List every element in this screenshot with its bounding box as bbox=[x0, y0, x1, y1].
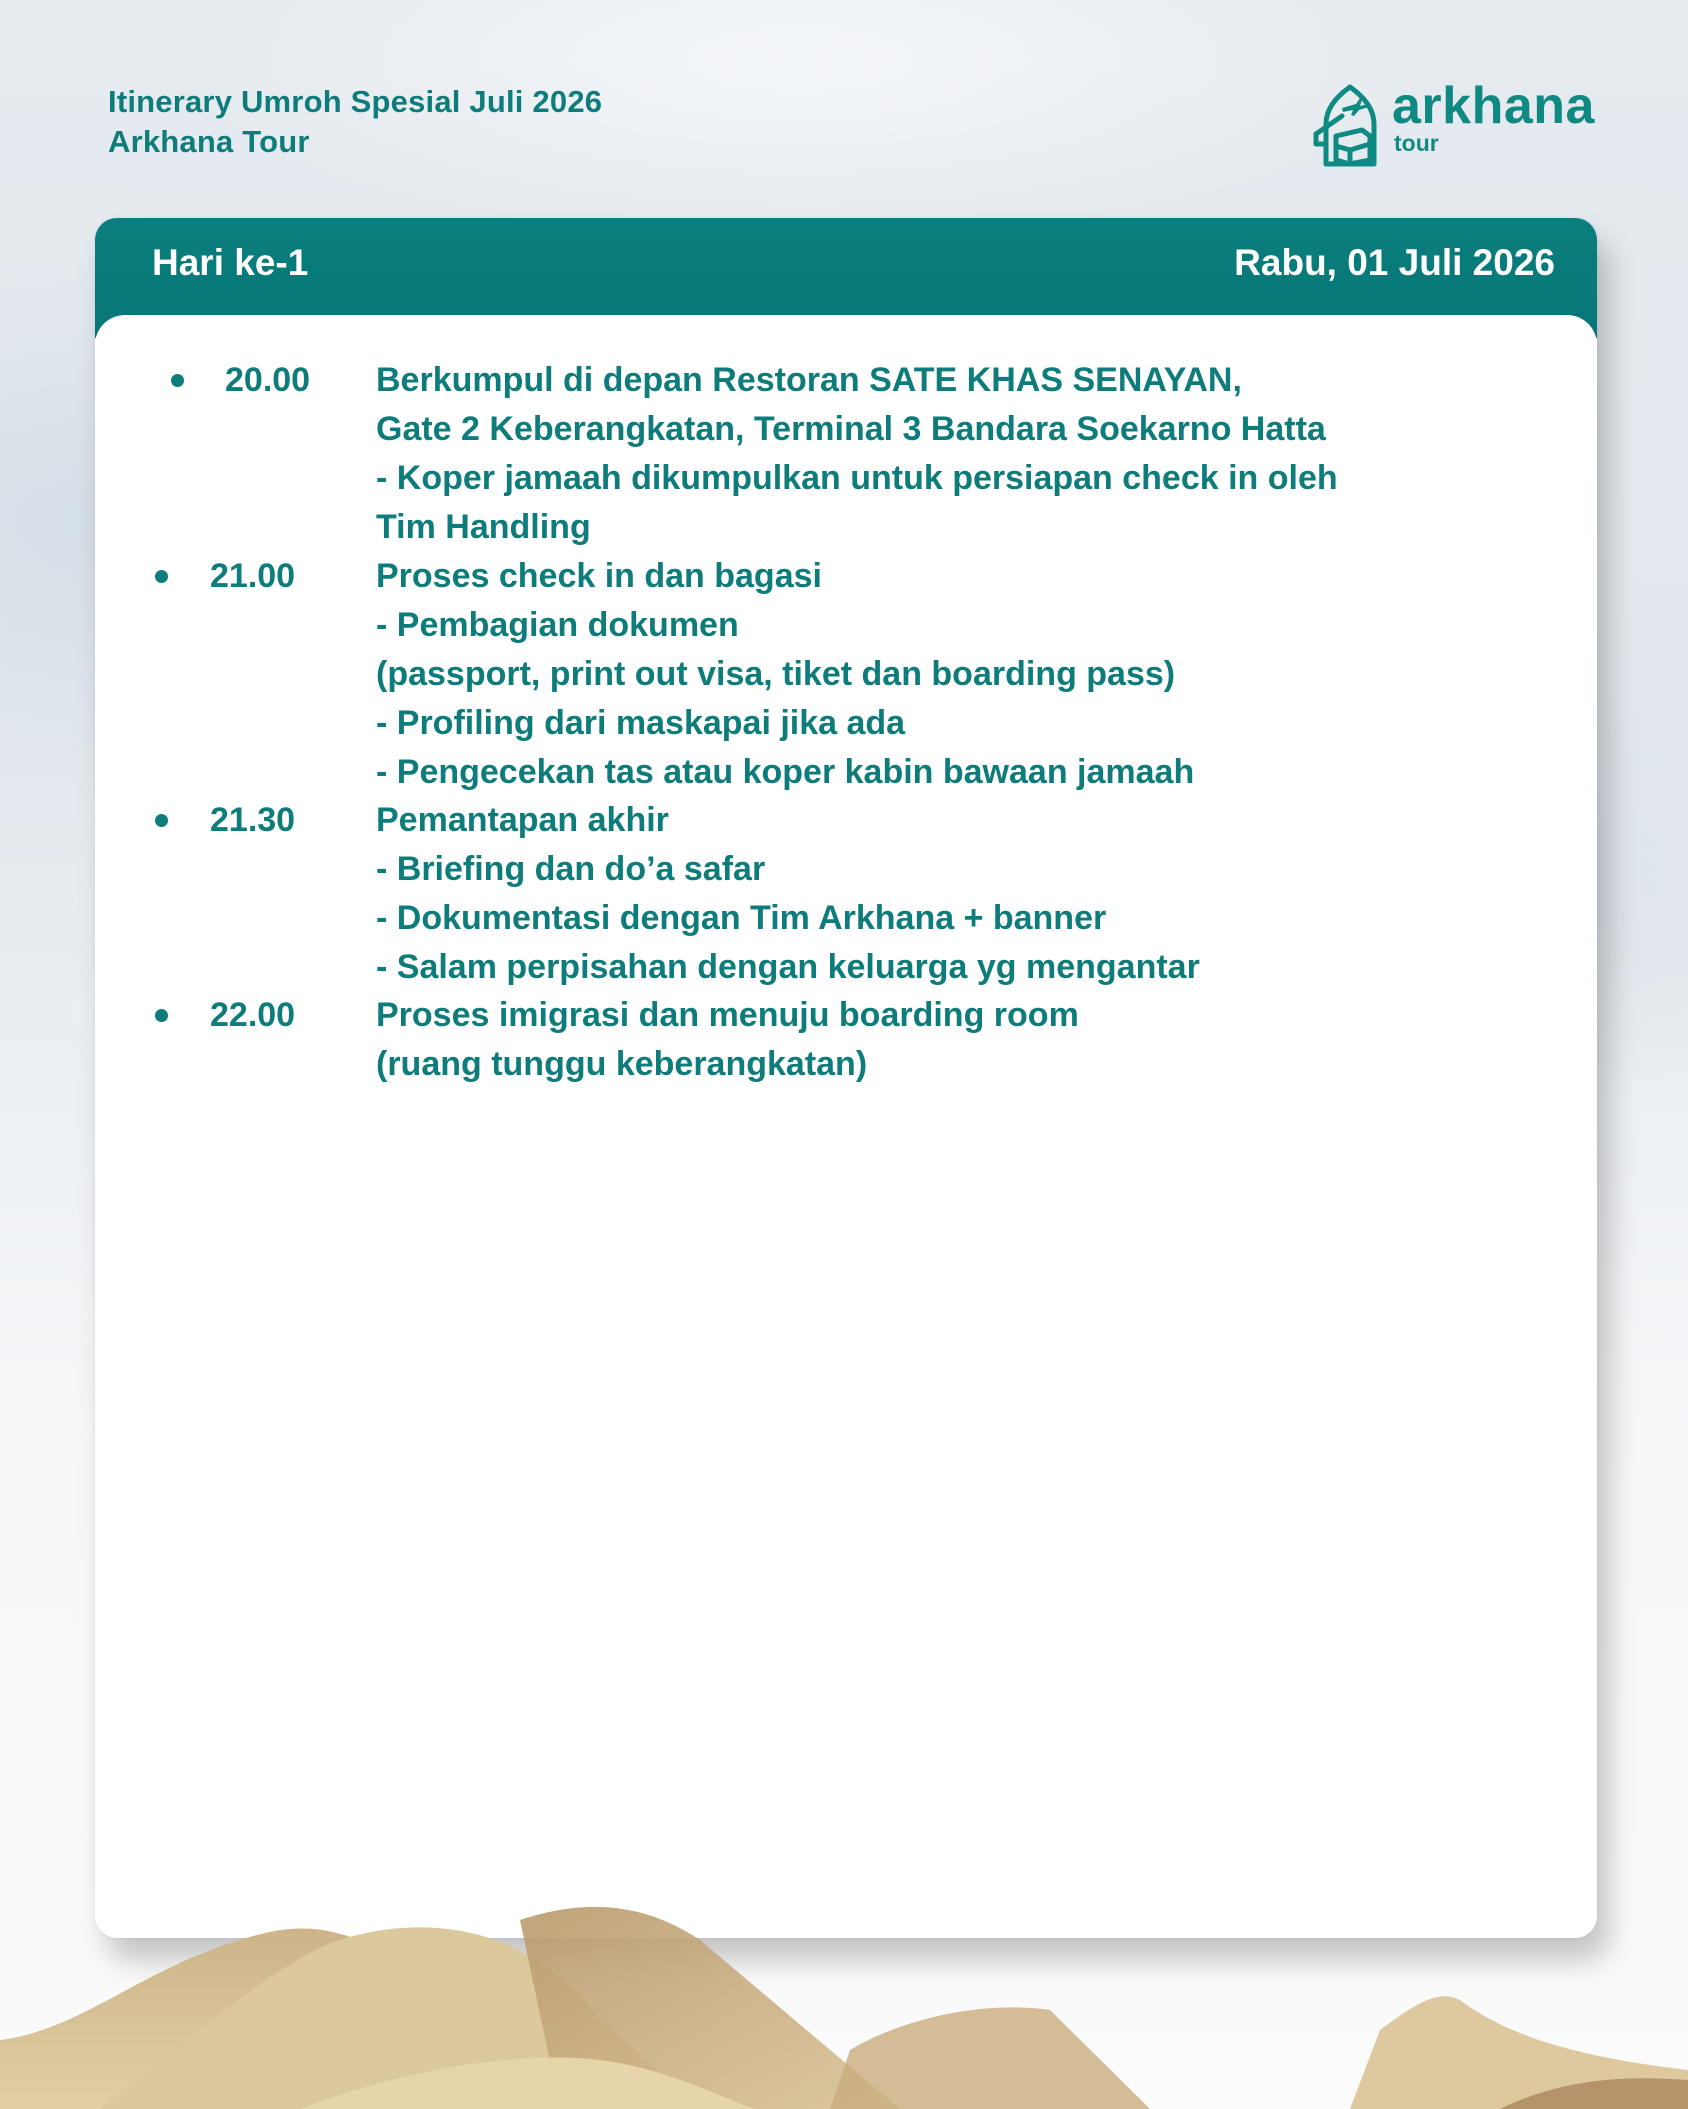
brand-subtitle: tour bbox=[1394, 130, 1439, 156]
brand-logo bbox=[1312, 77, 1612, 174]
document-header bbox=[108, 82, 602, 162]
item-detail-line: - Salam perpisahan dengan keluarga yg mengantar bbox=[376, 948, 1200, 986]
bullet-icon bbox=[155, 1009, 168, 1022]
mosque-plane-kaaba-icon bbox=[1312, 84, 1388, 168]
item-detail-line: Tim Handling bbox=[376, 508, 591, 546]
item-description bbox=[376, 552, 1526, 797]
day-date: Rabu, 01 Juli 2026 bbox=[1234, 242, 1555, 283]
bullet-icon bbox=[155, 570, 168, 583]
item-detail-line: - Pembagian dokumen bbox=[376, 606, 739, 644]
bullet-icon bbox=[155, 814, 168, 827]
day-card-body bbox=[95, 315, 1597, 1938]
item-time: 20.00 bbox=[225, 361, 311, 399]
item-title-line: Proses imigrasi dan menuju boarding room bbox=[376, 996, 1079, 1034]
item-detail-line: - Dokumentasi dengan Tim Arkhana + banner bbox=[376, 899, 1107, 937]
item-title-line: (ruang tunggu keberangkatan) bbox=[376, 1045, 868, 1083]
item-title-line: Proses check in dan bagasi bbox=[376, 557, 822, 595]
item-title-line: Gate 2 Keberangkatan, Terminal 3 Bandara Soekarno Hatta bbox=[376, 410, 1326, 448]
bullet-icon bbox=[171, 374, 184, 387]
item-detail-line: - Koper jamaah dikumpulkan untuk persiapan check in oleh bbox=[376, 459, 1338, 497]
day-itinerary-card bbox=[95, 218, 1597, 1938]
company-name: Arkhana Tour bbox=[108, 124, 310, 159]
brand-name: arkhana bbox=[1392, 77, 1595, 135]
item-description bbox=[376, 796, 1526, 992]
item-detail-line: - Profiling dari maskapai jika ada bbox=[376, 704, 906, 742]
desert-dunes-decoration bbox=[0, 1880, 1688, 2109]
document-title: Itinerary Umroh Spesial Juli 2026 bbox=[108, 84, 603, 119]
item-time: 21.30 bbox=[210, 801, 296, 839]
item-title-line: Pemantapan akhir bbox=[376, 801, 669, 839]
item-detail-line: (passport, print out visa, tiket dan boarding pass) bbox=[376, 655, 1176, 693]
day-label: Hari ke-1 bbox=[152, 242, 309, 283]
item-title-line: Berkumpul di depan Restoran SATE KHAS SENAYAN, bbox=[376, 361, 1242, 399]
item-detail-line: - Pengecekan tas atau koper kabin bawaan jamaah bbox=[376, 753, 1195, 791]
item-description bbox=[376, 991, 1526, 1089]
item-time: 22.00 bbox=[210, 996, 296, 1034]
item-time: 21.00 bbox=[210, 557, 296, 595]
item-detail-line: - Briefing dan do’a safar bbox=[376, 850, 766, 888]
item-description bbox=[376, 356, 1526, 552]
